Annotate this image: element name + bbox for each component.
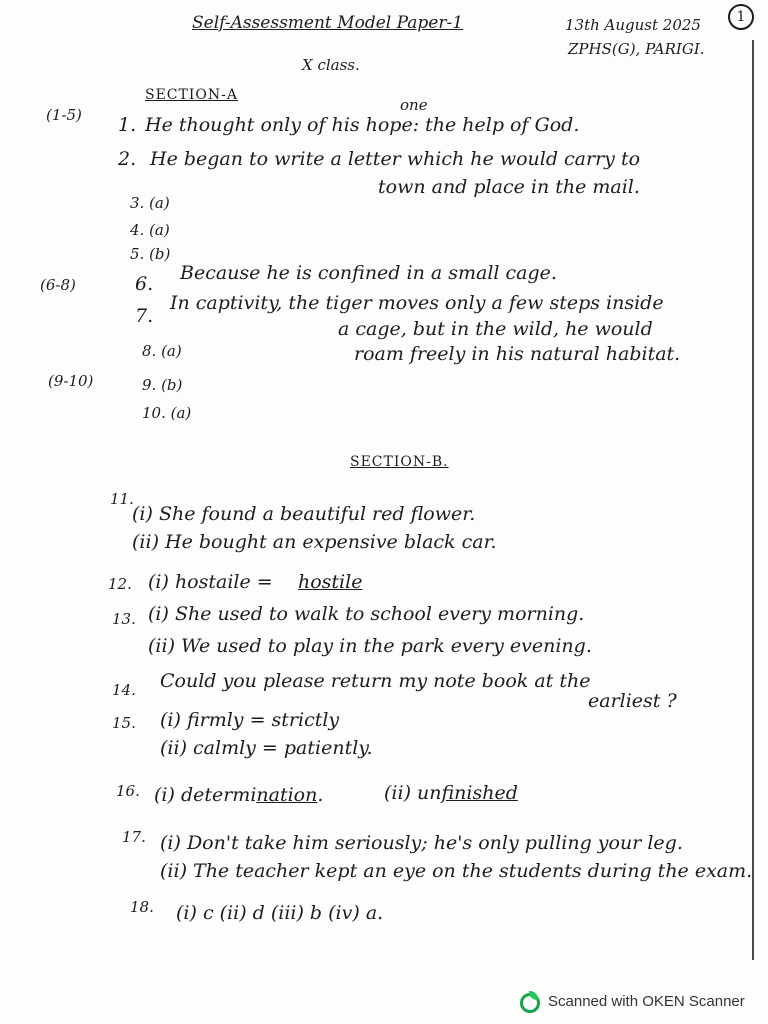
q15-number: 15. xyxy=(112,714,136,732)
q7-answer-line2: a cage, but in the wild, he would xyxy=(338,318,653,340)
q5-answer: 5. (b) xyxy=(130,245,171,263)
q12-answer: hostile xyxy=(298,571,363,593)
q1-number: 1. xyxy=(118,114,137,136)
q16-ii-underlined: finished xyxy=(441,782,518,804)
q16-number: 16. xyxy=(116,782,140,800)
q15-answer-ii: (ii) calmly = patiently. xyxy=(160,737,373,759)
q17-answer-i: (i) Don't take him seriously; he's only pulling your leg. xyxy=(160,832,683,854)
q12-label: (i) hostaile = xyxy=(148,571,273,593)
group-label-6-8: (6-8) xyxy=(40,276,76,294)
q16-i-suffix-underlined: nation xyxy=(256,784,318,806)
oken-scanner-logo-icon xyxy=(520,991,540,1011)
q14-answer-line1: Could you please return my note book at the xyxy=(160,670,591,692)
q16-i-end: . xyxy=(317,784,324,806)
section-a-heading: SECTION-A xyxy=(145,87,238,103)
scanner-credit: Scanned with OKEN Scanner xyxy=(548,992,745,1010)
q14-answer-line2: earliest ? xyxy=(588,690,677,712)
q8-answer: 8. (a) xyxy=(142,342,182,360)
group-label-1-5: (1-5) xyxy=(46,106,82,124)
section-b-heading: SECTION-B. xyxy=(350,454,449,470)
q7-answer-line3: roam freely in his natural habitat. xyxy=(354,343,681,365)
q18-number: 18. xyxy=(130,898,154,916)
q16-ii-prefix: (ii) un xyxy=(384,782,442,804)
page-number: 1 xyxy=(728,4,754,30)
school-name: ZPHS(G), PARIGI. xyxy=(568,40,705,58)
q10-answer: 10. (a) xyxy=(142,404,192,422)
q2-number: 2. xyxy=(118,148,137,170)
q11-number: 11. xyxy=(110,490,134,508)
q4-answer: 4. (a) xyxy=(130,221,170,239)
margin-line xyxy=(752,40,754,960)
q18-answers: (i) c (ii) d (iii) b (iv) a. xyxy=(176,902,384,924)
scanner-footer xyxy=(520,988,760,1014)
q3-answer: 3. (a) xyxy=(130,194,170,212)
q7-number: 7. xyxy=(135,305,154,327)
q13-number: 13. xyxy=(112,610,136,628)
paper-title: Self-Assessment Model Paper-1 xyxy=(192,13,464,33)
q12-number: 12. xyxy=(108,575,132,593)
q1-answer: He thought only of his hope: the help of God. xyxy=(145,114,580,136)
q17-answer-ii: (ii) The teacher kept an eye on the students during the exam. xyxy=(160,860,753,882)
q7-answer-line1: In captivity, the tiger moves only a few steps inside xyxy=(170,292,664,314)
date: 13th August 2025 xyxy=(565,16,701,34)
q6-answer: Because he is confined in a small cage. xyxy=(180,262,557,284)
q16-i-prefix: (i) determi xyxy=(154,784,257,806)
q2-answer-line2: town and place in the mail. xyxy=(378,176,640,198)
q16-answer-ii xyxy=(384,782,518,804)
q17-number: 17. xyxy=(122,828,146,846)
class-label: X class. xyxy=(302,56,360,74)
q6-number: 6. xyxy=(135,273,154,295)
group-label-9-10: (9-10) xyxy=(48,372,94,390)
q1-insert: one xyxy=(400,96,428,114)
q11-answer-i: (i) She found a beautiful red flower. xyxy=(132,503,476,525)
q15-answer-i: (i) firmly = strictly xyxy=(160,709,340,731)
q9-answer: 9. (b) xyxy=(142,376,183,394)
q11-answer-ii: (ii) He bought an expensive black car. xyxy=(132,531,497,553)
q13-answer-ii: (ii) We used to play in the park every evening. xyxy=(148,635,592,657)
q13-answer-i: (i) She used to walk to school every morning. xyxy=(148,603,585,625)
q14-number: 14. xyxy=(112,681,136,699)
q16-answer-i xyxy=(154,784,323,806)
q2-answer-line1: He began to write a letter which he would carry to xyxy=(150,148,641,170)
